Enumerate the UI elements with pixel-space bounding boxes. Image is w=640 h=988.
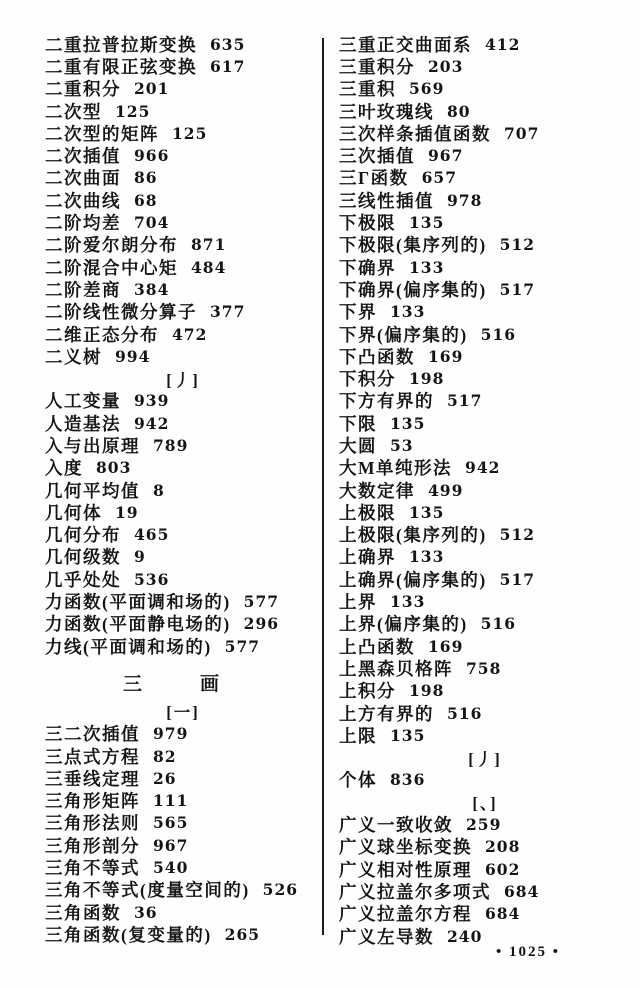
entry-term: 三次样条插值函数	[339, 123, 491, 144]
entry-term: 二次型的矩阵	[45, 123, 159, 144]
entry-term: 二维正态分布	[45, 324, 159, 345]
index-entry	[45, 501, 321, 523]
entry-page-number: 208	[485, 837, 521, 857]
index-entry	[339, 167, 631, 189]
stroke-section-heading	[45, 671, 297, 693]
entry-term: 力线(平面调和场的)	[45, 636, 212, 657]
entry-term: 三角函数(复变量的)	[45, 924, 212, 945]
entry-page-number: 133	[409, 257, 445, 277]
entry-page-number: 512	[499, 235, 536, 255]
index-entry	[45, 590, 321, 612]
index-entry	[45, 524, 321, 546]
index-entry	[45, 78, 321, 100]
index-entry	[339, 635, 631, 657]
entry-page-number: 135	[409, 213, 445, 233]
radical-subheader: [一]	[166, 703, 200, 723]
entry-page-number: 169	[428, 346, 464, 366]
entry-page-number: 836	[390, 770, 426, 790]
entry-page-number: 203	[428, 56, 464, 76]
entry-page-number: 111	[153, 791, 189, 811]
entry-page-number: 384	[134, 279, 170, 299]
entry-page-number: 68	[134, 190, 158, 210]
entry-term: 二阶爱尔朗分布	[45, 235, 178, 256]
index-entry	[339, 122, 631, 144]
index-entry	[339, 858, 631, 880]
entry-page-number: 512	[499, 525, 536, 545]
index-entry	[339, 546, 631, 568]
index-entry	[339, 55, 631, 77]
index-entry	[45, 479, 321, 501]
entry-page-number: 684	[485, 904, 521, 924]
index-entry	[339, 33, 631, 55]
entry-term: 下极限(集序列的)	[339, 235, 487, 256]
entry-term: 广义球坐标变换	[339, 837, 472, 858]
page-number: • 1025 •	[495, 944, 560, 960]
entry-page-number: 517	[447, 391, 483, 411]
index-entry	[339, 657, 631, 679]
right-column	[339, 0, 631, 947]
entry-page-number: 26	[153, 768, 177, 788]
entry-page-number: 939	[134, 391, 170, 411]
index-entry	[45, 856, 321, 878]
entry-term: 上极限	[339, 502, 396, 523]
index-entry	[45, 345, 321, 367]
index-entry	[339, 880, 631, 902]
index-entry	[339, 724, 631, 746]
index-entry	[339, 457, 631, 479]
entry-term: 三线性插值	[339, 190, 434, 211]
index-entry	[45, 834, 321, 856]
entry-page-number: 540	[153, 858, 189, 878]
entry-page-number: 516	[480, 324, 517, 344]
entry-page-number: 19	[115, 502, 139, 522]
entry-page-number: 994	[115, 346, 151, 366]
entry-page-number: 942	[465, 458, 501, 478]
index-entry	[45, 100, 321, 122]
entry-page-number: 577	[243, 592, 280, 612]
entry-term: 二次型	[45, 101, 102, 122]
entry-page-number: 516	[447, 703, 483, 723]
index-entry	[45, 256, 321, 278]
index-entry	[339, 836, 631, 858]
entry-term: 下积分	[339, 369, 396, 390]
entry-page-number: 133	[390, 302, 426, 322]
entry-page-number: 53	[390, 435, 414, 455]
entry-term: 二阶混合中心矩	[45, 257, 178, 278]
entry-page-number: 966	[134, 146, 170, 166]
entry-page-number: 517	[499, 279, 536, 299]
entry-page-number: 135	[409, 502, 445, 522]
index-entry	[339, 278, 631, 300]
entry-term: 几乎处处	[45, 569, 121, 590]
entry-page-number: 635	[210, 34, 246, 54]
index-entry	[339, 323, 631, 345]
index-entry	[45, 122, 321, 144]
entry-page-number: 133	[409, 547, 445, 567]
index-entry	[339, 613, 631, 635]
index-entry	[45, 323, 321, 345]
index-entry	[45, 390, 321, 412]
index-entry	[339, 769, 631, 791]
index-entry	[339, 211, 631, 233]
entry-term: 三Γ函数	[339, 168, 409, 189]
index-entry	[45, 613, 321, 635]
index-entry	[45, 278, 321, 300]
entry-page-number: 967	[428, 146, 464, 166]
index-entry	[45, 412, 321, 434]
entry-term: 上确界	[339, 547, 396, 568]
entry-page-number: 412	[485, 34, 521, 54]
entry-page-number: 526	[262, 880, 299, 900]
entry-term: 二阶线性微分算子	[45, 302, 197, 323]
entry-term: 三叶玫瑰线	[339, 101, 434, 122]
entry-term: 上界	[339, 592, 377, 613]
entry-page-number: 82	[153, 746, 177, 766]
entry-term: 三角函数	[45, 902, 121, 923]
index-entry	[339, 434, 631, 456]
index-entry	[339, 234, 631, 256]
entry-page-number: 617	[210, 56, 246, 76]
index-entry	[45, 635, 321, 657]
entry-term: 二重拉普拉斯变换	[45, 34, 197, 55]
entry-term: 个体	[339, 770, 377, 791]
index-entry	[339, 144, 631, 166]
entry-term: 上积分	[339, 681, 396, 702]
entry-term: 下限	[339, 413, 377, 434]
index-entry	[339, 390, 631, 412]
index-entry	[45, 144, 321, 166]
entry-term: 二重有限正弦变换	[45, 56, 197, 77]
radical-subheader: [丿]	[468, 749, 502, 769]
section-heading-char: 三	[122, 673, 142, 695]
entry-page-number: 8	[153, 480, 165, 500]
index-entry	[45, 923, 321, 945]
index-entry	[339, 367, 631, 389]
entry-term: 二次曲线	[45, 190, 121, 211]
entry-term: 二阶均差	[45, 213, 121, 234]
entry-term: 广义拉盖尔方程	[339, 904, 472, 925]
entry-page-number: 135	[390, 413, 426, 433]
entry-page-number: 967	[153, 835, 189, 855]
entry-term: 广义拉盖尔多项式	[339, 881, 491, 902]
entry-term: 三角形法则	[45, 813, 140, 834]
index-entry	[339, 524, 631, 546]
entry-page-number: 80	[447, 101, 471, 121]
index-entry	[45, 879, 321, 901]
index-entry	[339, 590, 631, 612]
entry-term: 几何平均值	[45, 480, 140, 501]
entry-term: 上极限(集序列的)	[339, 525, 487, 546]
entry-term: 上确界(偏序集的)	[339, 569, 487, 590]
index-entry	[45, 568, 321, 590]
entry-page-number: 125	[115, 101, 151, 121]
entry-page-number: 9	[134, 547, 146, 567]
entry-term: 二重积分	[45, 79, 121, 100]
entry-page-number: 484	[191, 257, 227, 277]
entry-term: 力函数(平面静电场的)	[45, 614, 231, 635]
index-entry	[339, 680, 631, 702]
entry-page-number: 516	[480, 614, 517, 634]
entry-term: 下凸函数	[339, 346, 415, 367]
index-entry	[339, 813, 631, 835]
entry-term: 大圆	[339, 436, 377, 456]
entry-page-number: 36	[134, 902, 158, 922]
entry-page-number: 198	[409, 369, 445, 389]
entry-page-number: 125	[172, 123, 208, 143]
entry-term: 三角不等式(度量空间的)	[45, 880, 250, 901]
entry-term: 入度	[45, 458, 83, 479]
entry-page-number: 201	[134, 79, 170, 99]
entry-term: 广义一致收敛	[339, 815, 453, 836]
entry-term: 力函数(平面调和场的)	[45, 592, 231, 613]
entry-term: 三重正交曲面系	[339, 34, 472, 55]
index-entry	[45, 812, 321, 834]
entry-term: 二次插值	[45, 146, 121, 167]
entry-page-number: 517	[499, 569, 536, 589]
entry-term: 上黑森贝格阵	[339, 658, 453, 679]
radical-subheader: [丿]	[166, 370, 200, 390]
index-entry	[339, 345, 631, 367]
entry-page-number: 240	[447, 926, 483, 946]
entry-term: 上限	[339, 725, 377, 746]
entry-term: 下确界(偏序集的)	[339, 279, 487, 300]
entry-term: 广义左导数	[339, 926, 434, 947]
entry-term: 下方有界的	[339, 391, 434, 412]
index-entry	[45, 434, 321, 456]
entry-page-number: 536	[134, 569, 170, 589]
entry-page-number: 871	[191, 235, 227, 255]
index-entry	[339, 100, 631, 122]
entry-page-number: 198	[409, 681, 445, 701]
index-entry	[45, 301, 321, 323]
index-entry	[339, 568, 631, 590]
entry-page-number: 565	[153, 813, 189, 833]
index-entry	[45, 234, 321, 256]
entry-term: 广义相对性原理	[339, 859, 472, 880]
entry-page-number: 803	[96, 458, 132, 478]
index-entry	[339, 903, 631, 925]
entry-term: 二义树	[45, 346, 102, 367]
section-heading-char: 画	[200, 673, 220, 695]
entry-page-number: 377	[210, 302, 246, 322]
index-entry	[339, 78, 631, 100]
entry-page-number: 135	[390, 725, 426, 745]
index-entry	[45, 167, 321, 189]
index-entry	[45, 55, 321, 77]
index-entry	[339, 189, 631, 211]
entry-page-number: 169	[428, 636, 464, 656]
index-entry	[339, 479, 631, 501]
index-entry	[339, 702, 631, 724]
index-entry	[45, 189, 321, 211]
left-column	[45, 0, 321, 946]
index-entry	[45, 745, 321, 767]
entry-term: 三重积分	[339, 56, 415, 77]
entry-term: 人造基法	[45, 413, 121, 434]
index-entry	[45, 211, 321, 233]
entry-term: 三二次插值	[45, 724, 140, 745]
index-entry	[45, 457, 321, 479]
entry-term: 下极限	[339, 213, 396, 234]
entry-term: 下确界	[339, 257, 396, 278]
entry-page-number: 499	[428, 480, 464, 500]
entry-page-number: 684	[504, 881, 540, 901]
entry-page-number: 472	[172, 324, 208, 344]
entry-term: 下界	[339, 302, 377, 323]
entry-term: 三次插值	[339, 146, 415, 167]
radical-subheader: [、]	[472, 794, 498, 814]
entry-term: 上方有界的	[339, 703, 434, 724]
index-entry	[339, 501, 631, 523]
entry-term: 三点式方程	[45, 746, 140, 767]
entry-page-number: 978	[447, 190, 483, 210]
entry-page-number: 602	[485, 859, 521, 879]
index-entry	[45, 767, 321, 789]
entry-term: 人工变量	[45, 391, 121, 412]
entry-term: 几何分布	[45, 525, 121, 546]
entry-term: 大数定律	[339, 480, 415, 501]
entry-term: 三重积	[339, 79, 396, 100]
entry-term: 大M单纯形法	[339, 458, 453, 479]
index-entry	[45, 790, 321, 812]
entry-page-number: 942	[134, 413, 170, 433]
index-entry	[339, 412, 631, 434]
entry-term: 三垂线定理	[45, 768, 140, 789]
index-entry	[45, 33, 321, 55]
entry-page-number: 133	[390, 592, 426, 612]
entry-term: 三角形矩阵	[45, 791, 140, 812]
entry-page-number: 707	[504, 123, 540, 143]
index-entry	[45, 901, 321, 923]
entry-page-number: 86	[134, 168, 158, 188]
entry-page-number: 265	[224, 924, 261, 944]
entry-term: 入与出原理	[45, 436, 140, 456]
entry-page-number: 758	[466, 658, 502, 678]
entry-term: 几何级数	[45, 547, 121, 568]
entry-page-number: 296	[243, 614, 280, 634]
entry-page-number: 465	[134, 525, 170, 545]
entry-term: 上界(偏序集的)	[339, 614, 468, 635]
entry-term: 下界(偏序集的)	[339, 324, 468, 345]
index-entry	[45, 546, 321, 568]
entry-page-number: 789	[153, 435, 189, 455]
entry-page-number: 259	[466, 815, 502, 835]
entry-page-number: 569	[409, 79, 445, 99]
entry-term: 上凸函数	[339, 636, 415, 657]
index-entry	[339, 256, 631, 278]
index-entry	[339, 301, 631, 323]
entry-page-number: 577	[224, 636, 261, 656]
entry-page-number: 979	[153, 724, 189, 744]
column-divider-rule	[322, 38, 324, 935]
index-entry	[45, 723, 321, 745]
entry-page-number: 657	[421, 168, 457, 188]
entry-term: 二次曲面	[45, 168, 121, 189]
entry-page-number: 704	[134, 213, 170, 233]
entry-term: 几何体	[45, 502, 102, 523]
entry-term: 二阶差商	[45, 279, 121, 300]
entry-term: 三角形剖分	[45, 835, 140, 856]
entry-term: 三角不等式	[45, 858, 140, 879]
